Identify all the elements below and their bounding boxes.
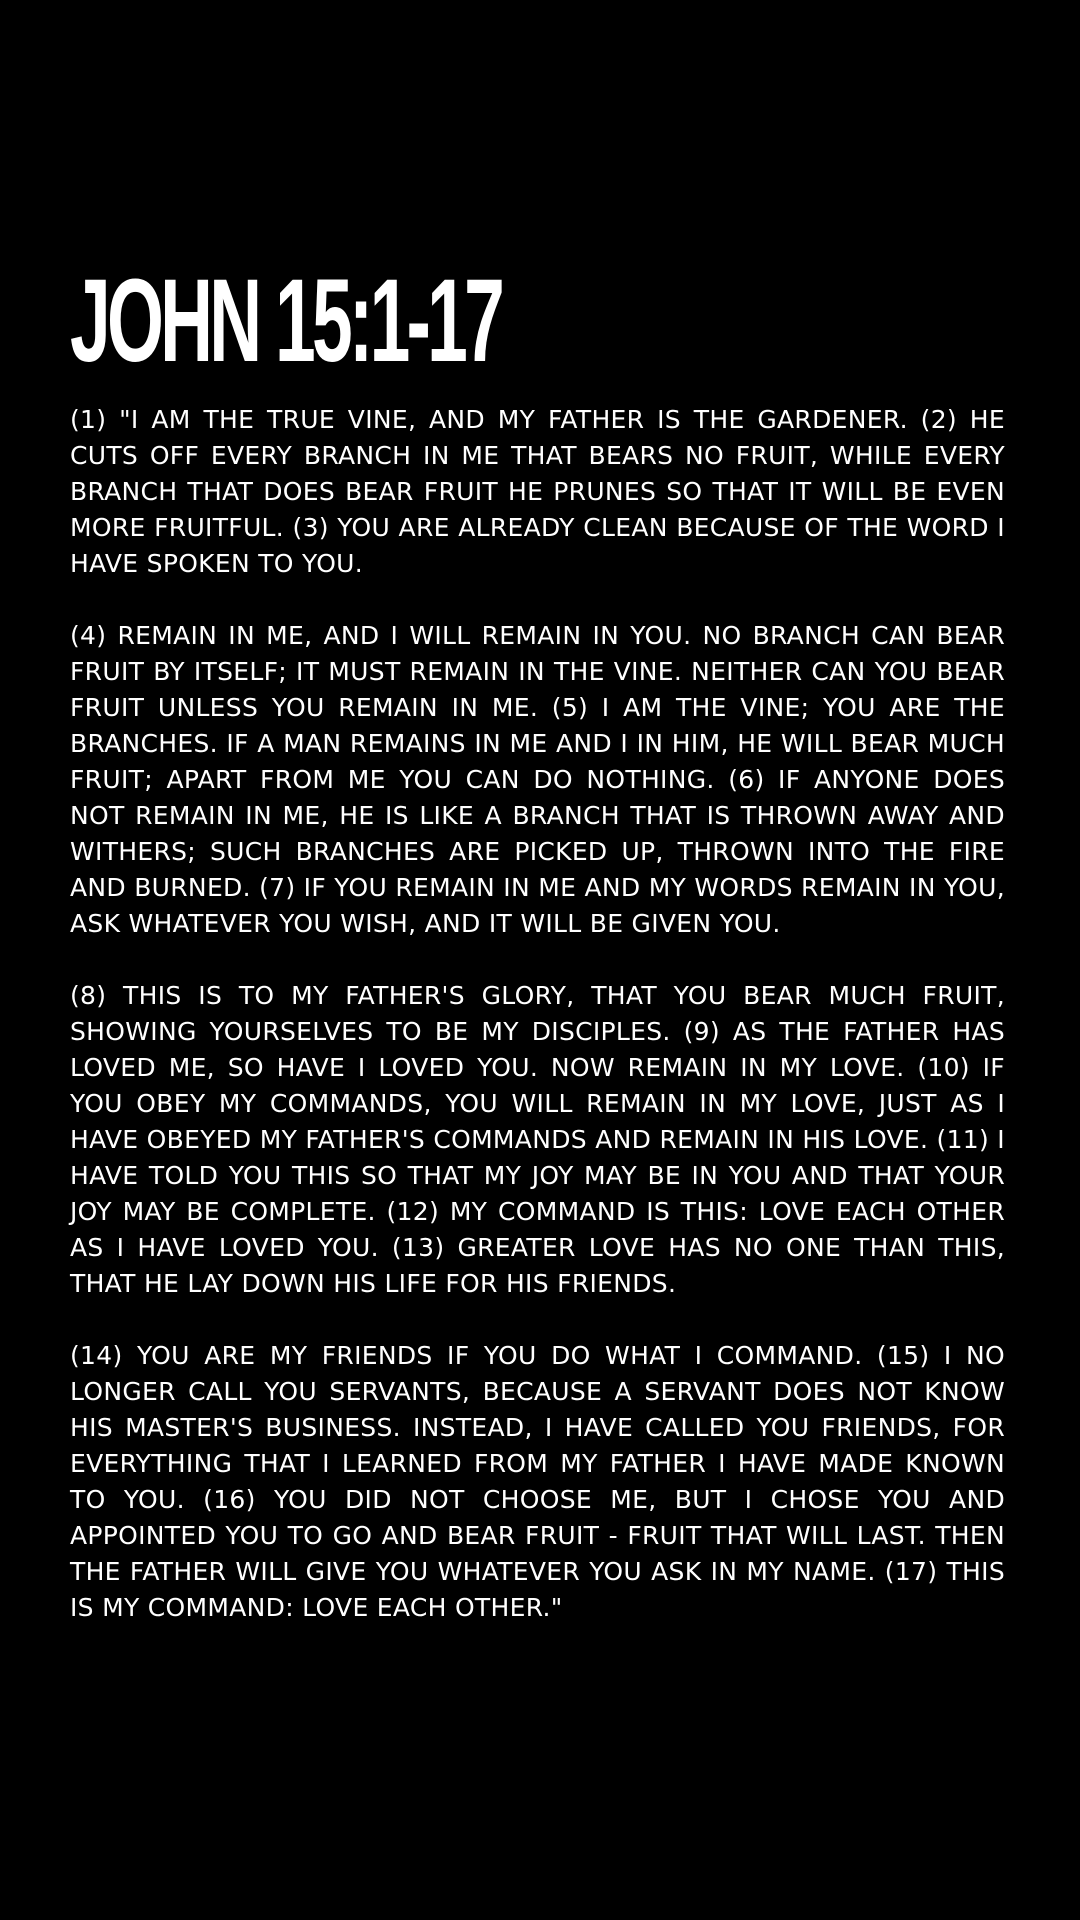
scripture-page [70, 255, 1005, 1662]
passage-paragraph-2: (4) REMAIN IN ME, AND I WILL REMAIN IN YOU. NO BRANCH CAN BEAR FRUIT BY ITSELF; IT MUST REMAIN IN THE VINE. NEITHER CAN YOU BEAR FRUIT UNLESS YOU REMAIN IN ME. (5) I AM THE VINE; YOU ARE THE BRANCHES. IF A MAN REMAINS IN ME AND I IN HIM, HE WILL BEAR MUCH FRUIT; APART FROM ME YOU CAN DO NOTHING. (6) IF ANYONE DOES NOT REMAIN IN ME, HE IS LIKE A BRANCH THAT IS THROWN AWAY AND WITHERS; SUCH BRANCHES ARE PICKED UP, THROWN INTO THE FIRE AND BURNED. (7) IF YOU REMAIN IN ME AND MY WORDS REMAIN IN YOU, ASK WHATEVER YOU WISH, AND IT WILL BE GIVEN YOU. [70, 621, 1005, 938]
passage-paragraph-3: (8) THIS IS TO MY FATHER'S GLORY, THAT YOU BEAR MUCH FRUIT, SHOWING YOURSELVES TO BE MY DISCIPLES. (9) AS THE FATHER HAS LOVED ME, SO HAVE I LOVED YOU. NOW REMAIN IN MY LOVE. (10) IF YOU OBEY MY COMMANDS, YOU WILL REMAIN IN MY LOVE, JUST AS I HAVE OBEYED MY FATHER'S COMMANDS AND REMAIN IN HIS LOVE. (11) I HAVE TOLD YOU THIS SO THAT MY JOY MAY BE IN YOU AND THAT YOUR JOY MAY BE COMPLETE. (12) MY COMMAND IS THIS: LOVE EACH OTHER AS I HAVE LOVED YOU. (13) GREATER LOVE HAS NO ONE THAN THIS, THAT HE LAY DOWN HIS LIFE FOR HIS FRIENDS. [70, 981, 1005, 1298]
passage-paragraph-1: (1) "I AM THE TRUE VINE, AND MY FATHER IS THE GARDENER. (2) HE CUTS OFF EVERY BRANCH IN ME THAT BEARS NO FRUIT, WHILE EVERY BRANCH THAT DOES BEAR FRUIT HE PRUNES SO THAT IT WILL BE EVEN MORE FRUITFUL. (3) YOU ARE ALREADY CLEAN BECAUSE OF THE WORD I HAVE SPOKEN TO YOU. [70, 405, 1005, 578]
passage-title: JOHN 15:1-17 [70, 255, 502, 387]
passage-paragraph-4: (14) YOU ARE MY FRIENDS IF YOU DO WHAT I COMMAND. (15) I NO LONGER CALL YOU SERVANTS, BECAUSE A SERVANT DOES NOT KNOW HIS MASTER'S BUSINESS. INSTEAD, I HAVE CALLED YOU FRIENDS, FOR EVERYTHING THAT I LEARNED FROM MY FATHER I HAVE MADE KNOWN TO YOU. (16) YOU DID NOT CHOOSE ME, BUT I CHOSE YOU AND APPOINTED YOU TO GO AND BEAR FRUIT - FRUIT THAT WILL LAST. THEN THE FATHER WILL GIVE YOU WHATEVER YOU ASK IN MY NAME. (17) THIS IS MY COMMAND: LOVE EACH OTHER." [70, 1341, 1005, 1622]
